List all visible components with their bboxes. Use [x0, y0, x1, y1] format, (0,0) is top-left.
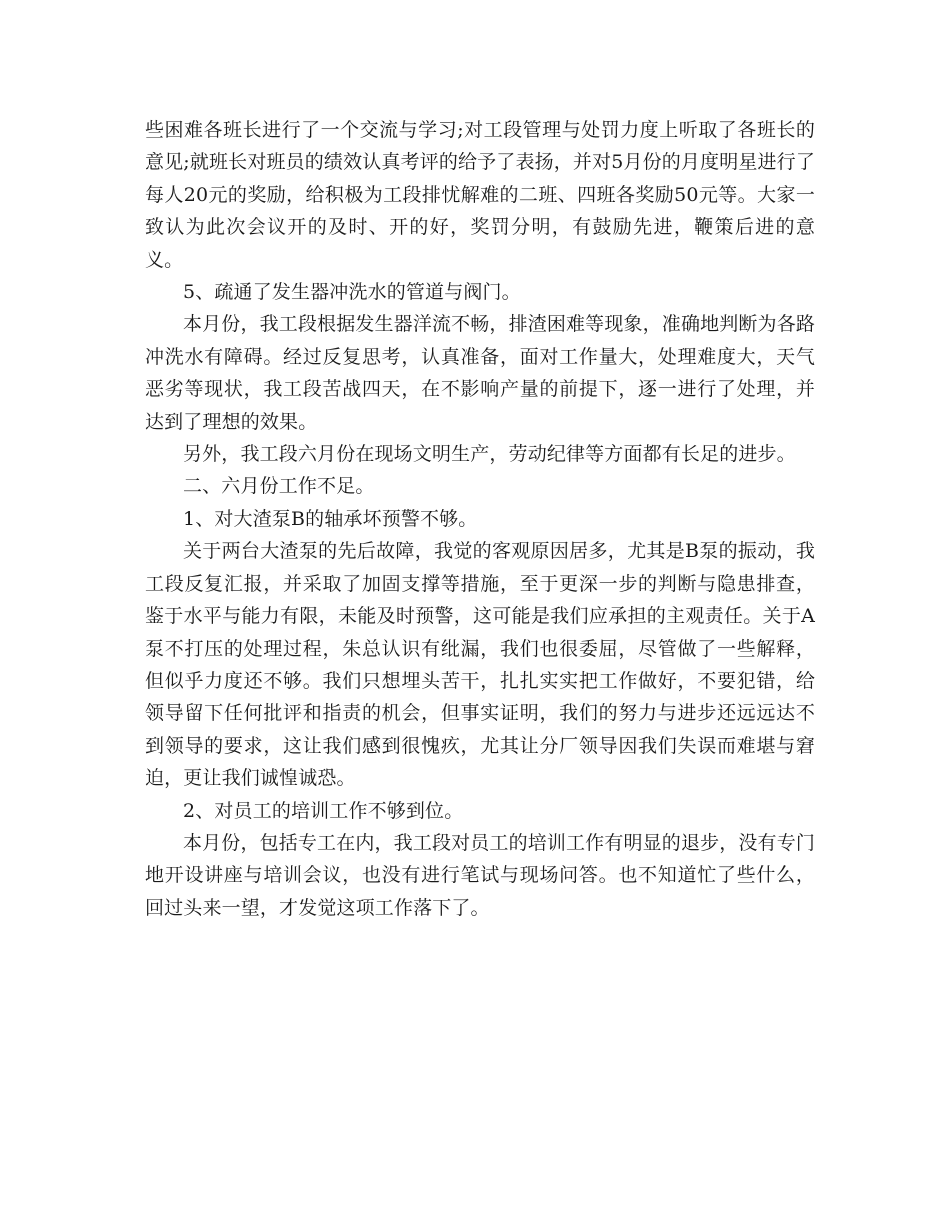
document-body — [145, 114, 815, 924]
paragraph-continuation: 些困难各班长进行了一个交流与学习;对工段管理与处罚力度上听取了各班长的意见;就班长对班员的绩效认真考评的给予了表扬，并对5月份的月度明星进行了每人20元的奖励，给积极为工段排忧解难的二班、四班各奖励50元等。大家一致认为此次会议开的及时、开的好，奖罚分明，有鼓励先进，鞭策后进的意义。 — [145, 119, 815, 271]
heading-item-5: 5、疏通了发生器冲洗水的管道与阀门。 — [183, 281, 521, 304]
paragraph-additional: 另外，我工段六月份在现场文明生产，劳动纪律等方面都有长足的进步。 — [183, 443, 796, 466]
paragraph-item-5-body: 本月份，我工段根据发生器洋流不畅，排渣困难等现象，准确地判断为各路冲洗水有障碍。经过反复思考，认真准备，面对工作量大，处理难度大，天气恶劣等现状，我工段苦战四天，在不影响产量的前提下，逐一进行了处理，并达到了理想的效果。 — [145, 313, 815, 433]
paragraph-shortcoming-1-body: 关于两台大渣泵的先后故障，我觉的客观原因居多，尤其是B泵的振动，我工段反复汇报，并采取了加固支撑等措施，至于更深一步的判断与隐患排查，鉴于水平与能力有限，未能及时预警，这可能是我们应承担的主观责任。关于A泵不打压的处理过程，朱总认识有纰漏，我们也很委屈，尽管做了一些解释，但似乎力度还不够。我们只想埋头苦干，扎扎实实把工作做好，不要犯错，给领导留下任何批评和指责的机会，但事实证明，我们的努力与进步还远远达不到领导的要求，这让我们感到很愧疚，尤其让分厂领导因我们失误而难堪与窘迫，更让我们诚惶诚恐。 — [145, 540, 815, 790]
heading-shortcoming-1: 1、对大渣泵B的轴承坏预警不够。 — [183, 507, 478, 530]
paragraph-shortcoming-2-body: 本月份，包括专工在内，我工段对员工的培训工作有明显的退步，没有专门地开设讲座与培训会议，也没有进行笔试与现场问答。也不知道忙了些什么，回过头来一望，才发觉这项工作落下了。 — [145, 831, 815, 919]
heading-shortcoming-2: 2、对员工的培训工作不够到位。 — [183, 799, 464, 822]
section-heading-shortcomings: 二、六月份工作不足。 — [183, 475, 375, 498]
